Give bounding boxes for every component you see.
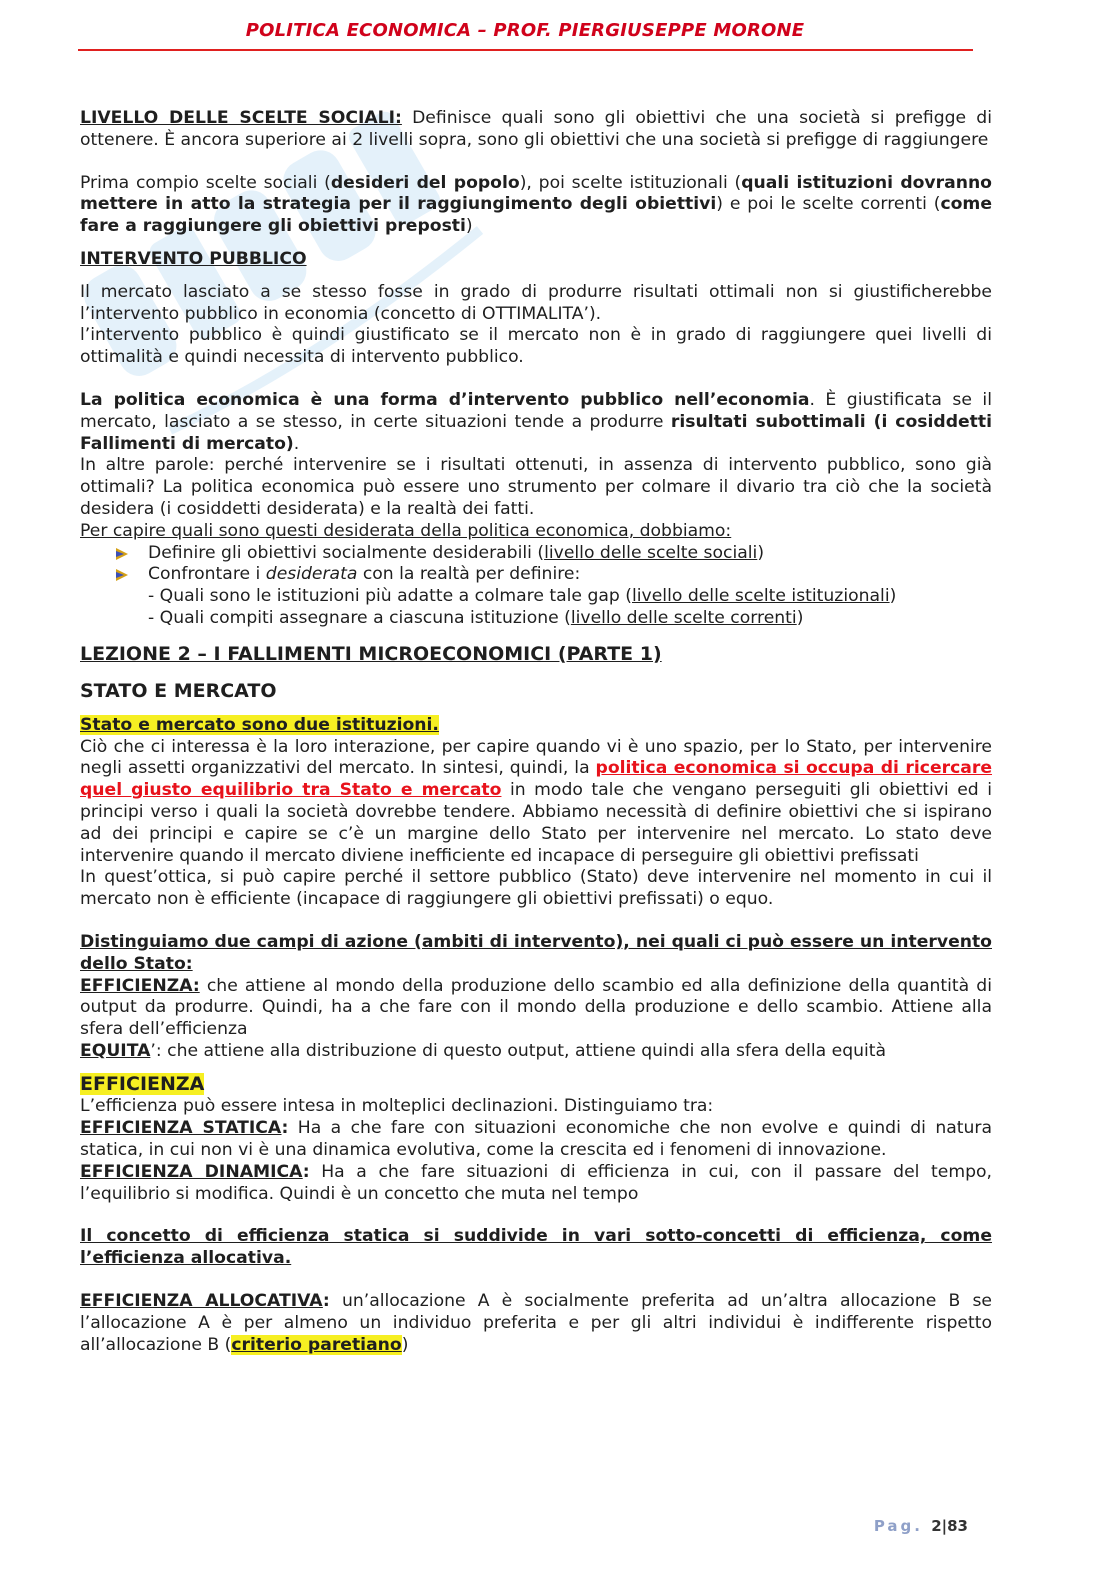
- paragraph-scelte-sociali: LIVELLO DELLE SCELTE SOCIALI: Definisce quali sono gli obiettivi che una società si prefigge di ottenere. È ancora superiore ai 2 livelli sopra, sono gli obiettivi che una società si prefigge di raggiungere: [80, 108, 992, 150]
- lesson-title: LEZIONE 2 – I FALLIMENTI MICROECONOMICI (PARTE 1): [80, 642, 662, 665]
- list-item: Confrontare i desiderata con la realtà per definire:: [114, 564, 992, 586]
- bullet-arrow-icon: [114, 567, 130, 583]
- page-number: 2: [931, 1517, 942, 1535]
- sub-item-istituzioni: - Quali sono le istituzioni più adatte a colmare tale gap (livello delle scelte istituzionali): [148, 586, 897, 607]
- section-title-stato-mercato: STATO E MERCATO: [80, 679, 277, 702]
- paragraph-efficienza-intro: L’efficienza può essere intesa in molteplici declinazioni. Distinguiamo tra:: [80, 1096, 714, 1117]
- section-title-scelte-sociali: LIVELLO DELLE SCELTE SOCIALI:: [80, 108, 402, 128]
- paragraph-altre-parole: In altre parole: perché intervenire se i risultati ottenuti, in assenza di intervento pubblico, sono già ottimali? La politica economica può essere uno strumento per colmare il divario tra ciò che la società desidera (i cosiddetti desiderata) e la realtà dei fatti.: [80, 455, 992, 519]
- section-title-efficienza: EFFICIENZA: [80, 1072, 205, 1095]
- section-title-intervento-pubblico: INTERVENTO PUBBLICO: [80, 248, 307, 269]
- paragraph-efficienza-dinamica: EFFICIENZA DINAMICA: Ha a che fare situazioni di efficienza in cui, con il passare del tempo, l’equilibrio si modifica. Quindi è un concetto che muta nel tempo: [80, 1161, 992, 1204]
- paragraph-intervento-1: Il mercato lasciato a se stesso fosse in grado di produrre risultati ottimali non si giustificherebbe l’intervento pubblico in economia (concetto di OTTIMALITA’).: [80, 281, 992, 324]
- bullet-arrow-icon: [114, 546, 130, 562]
- page-separator: |: [941, 1517, 948, 1535]
- paragraph-equita-def: EQUITA’: che attiene alla distribuzione di questo output, attiene quindi alla sfera della equità: [80, 1040, 887, 1061]
- highlight-stato-mercato: Stato e mercato sono due istituzioni.: [80, 714, 439, 735]
- desiderata-list: [80, 543, 992, 587]
- paragraph-efficienza-statica: EFFICIENZA STATICA: Ha a che fare con situazioni economiche che non evolve e quindi di natura statica, in cui non vi è una dinamica evolutiva, come la crescita ed i fenomeni di innovazione.: [80, 1118, 992, 1161]
- paragraph-efficienza-def: EFFICIENZA: che attiene al mondo della produzione dello scambio ed alla definizione della quantità di output da produrre. Quindi, ha a che fare con il mondo della produzione e dello scambio. Attiene alla sfera dell’efficienza: [80, 975, 992, 1040]
- paragraph-politica-economica: La politica economica è una forma d’intervento pubblico nell’economia. È giustificata se il mercato, lasciato a se stesso, in certe situazioni tende a produrre risultati subottimali (i cosiddetti Fallimenti di mercato).: [80, 389, 992, 454]
- efficienza-statica-subtitle: Il concetto di efficienza statica si suddivide in vari sotto-concetti di efficienza, come l’efficienza allocativa.: [80, 1226, 992, 1269]
- page-total: 83: [947, 1517, 968, 1535]
- paragraph-ottica: In quest’ottica, si può capire perché il settore pubblico (Stato) deve intervenire nel momento in cui il mercato non è efficiente (incapace di raggiungere gli obiettivi prefissati) o equo.: [80, 867, 992, 910]
- page-footer: [874, 1517, 968, 1535]
- paragraph-stato-mercato: Ciò che ci interessa è la loro interazione, per capire quando vi è uno spazio, per lo Stato, per intervenire negli assetti organizzativi del mercato. In sintesi, quindi, la politica economica si occupa di ricercare quel giusto equilibrio tra Stato e mercato in modo tale che vengano perseguiti gli obiettivi ed i principi verso i quali la società dovrebbe tendere. Abbiamo necessità di definire obiettivi che si ispirano ad dei principi e capire se c’è un margine dello Stato per intervenire nel mercato. Lo stato deve intervenire quando il mercato diviene inefficiente ed incapace di perseguire gli obiettivi prefissati: [80, 736, 993, 866]
- paragraph-desiderata-intro: Per capire quali sono questi desiderata della politica economica, dobbiamo:: [80, 520, 732, 541]
- footer-label: Pag.: [873, 1517, 923, 1535]
- sub-item-compiti: - Quali compiti assegnare a ciascuna istituzione (livello delle scelte correnti): [148, 607, 804, 628]
- list-item: Definire gli obiettivi socialmente desiderabili (livello delle scelte sociali): [114, 543, 992, 565]
- header-divider: [78, 49, 973, 51]
- campi-title: Distinguiamo due campi di azione (ambiti di intervento), nei quali ci può essere un intervento dello Stato:: [80, 931, 992, 974]
- document-body: [80, 108, 992, 1356]
- paragraph-scelte: Prima compio scelte sociali (desideri del popolo), poi scelte istituzionali (quali istituzioni dovranno mettere in atto la strategia per il raggiungimento degli obiettivi) e poi le scelte correnti (come fare a raggiungere gli obiettivi preposti): [80, 172, 992, 237]
- paragraph-intervento-2: l’intervento pubblico è quindi giustificato se il mercato non è in grado di raggiungere quei livelli di ottimalità e quindi necessita di intervento pubblico.: [80, 325, 992, 368]
- page-header: POLITICA ECONOMICA – PROF. PIERGIUSEPPE MORONE: [245, 20, 805, 41]
- paragraph-efficienza-allocativa: EFFICIENZA ALLOCATIVA: un’allocazione A è socialmente preferita ad un’altra allocazione B se l’allocazione A è per almeno un individuo preferita e per gli altri individui è indifferente rispetto all’allocazione B (criterio paretiano): [80, 1291, 992, 1355]
